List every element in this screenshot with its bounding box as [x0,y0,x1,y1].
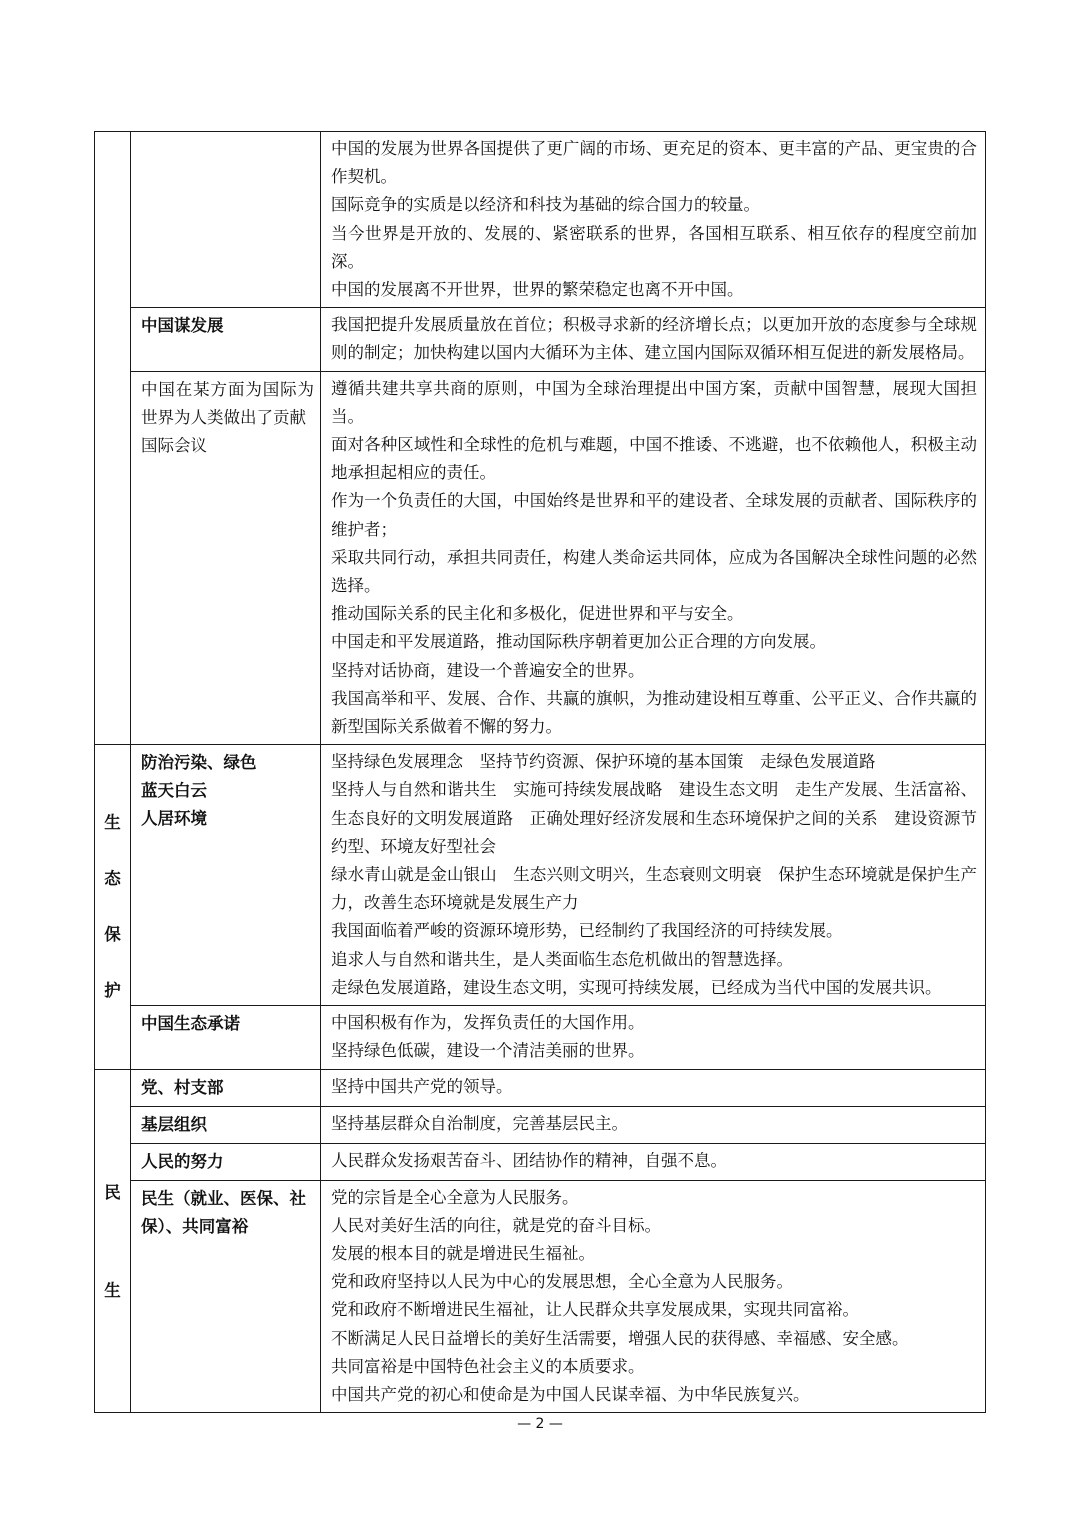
topic-label: 中国生态承诺 [141,1014,240,1034]
content-cell [321,371,986,745]
topic-cell [131,745,321,1006]
table-row [95,371,986,745]
content-paragraph: 绿水青山就是金山银山 生态兴则文明兴，生态衰则文明衰 保护生态环境就是保护生产力，改善生态环境就是发展生产力 [331,865,977,913]
content-paragraph: 当今世界是开放的、发展的、紧密联系的世界，各国相互联系、相互依存的程度空前加深。 [331,223,977,271]
topic-cell [131,1143,321,1180]
content-paragraph: 追求人与自然和谐共生，是人类面临生态危机做出的智慧选择。 [331,949,793,969]
content-paragraph: 不断满足人民日益增长的美好生活需要，增强人民的获得感、幸福感、安全感。 [331,1328,909,1348]
topic-label: 蓝天白云 [141,781,207,801]
content-paragraph: 坚持中国共产党的领导。 [331,1076,513,1096]
topic-label: 人居环境 [141,809,207,829]
content-paragraph: 中国积极有作为，发挥负责任的大国作用。 [331,1013,645,1033]
table-row [95,1106,986,1143]
category-char: 民 [104,1182,121,1202]
category-char: 护 [104,980,121,1000]
content-paragraph: 党的宗旨是全心全意为人民服务。 [331,1187,579,1207]
topic-cell [131,132,321,308]
content-paragraph: 党和政府坚持以人民为中心的发展思想，全心全意为人民服务。 [331,1272,793,1292]
content-paragraph: 我国面临着严峻的资源环境形势，已经制约了我国经济的可持续发展。 [331,921,843,941]
content-paragraph: 人民对美好生活的向往，就是党的奋斗目标。 [331,1215,661,1235]
content-paragraph: 坚持人与自然和谐共生 实施可持续发展战略 建设生态文明 走生产发展、生活富裕、生态良好的文明发展道路 正确处理好经济发展和生态环境保护之间的关系 建设资源节约型、环境友好型社会 [331,780,977,856]
topic-cell [131,1006,321,1069]
content-cell [321,308,986,371]
category-label [95,1177,130,1305]
content-paragraph: 坚持对话协商，建设一个普遍安全的世界。 [331,660,645,680]
content-paragraph: 国际竞争的实质是以经济和科技为基础的综合国力的较量。 [331,195,760,215]
category-cell [95,745,131,1069]
content-paragraph: 党和政府不断增进民生福祉，让人民群众共享发展成果，实现共同富裕。 [331,1300,859,1320]
topic-label: 基层组织 [141,1114,207,1134]
topic-label: 国际会议 [141,435,207,455]
content-paragraph: 遵循共建共享共商的原则，中国为全球治理提出中国方案，贡献中国智慧，展现大国担当。 [331,378,977,426]
content-cell [321,1069,986,1106]
content-paragraph: 中国共产党的初心和使命是为中国人民谋幸福、为中华民族复兴。 [331,1384,810,1404]
content-cell [321,132,986,308]
content-cell [321,1006,986,1069]
category-char: 生 [104,1280,121,1300]
content-paragraph: 人民群众发扬艰苦奋斗、团结协作的精神，自强不息。 [331,1150,727,1170]
topic-cell [131,1106,321,1143]
category-char: 生 [104,812,121,832]
topic-label: 中国谋发展 [141,316,224,336]
topic-label: 人民的努力 [141,1151,224,1171]
content-cell [321,1180,986,1413]
content-paragraph: 作为一个负责任的大国，中国始终是世界和平的建设者、全球发展的贡献者、国际秩序的维护者； [331,491,977,539]
topic-label: 民生（就业、医保、社保）、共同富裕 [141,1188,306,1236]
table-row [95,1180,986,1413]
table-row [95,1006,986,1069]
topic-cell [131,1069,321,1106]
content-paragraph: 推动国际关系的民主化和多极化，促进世界和平与安全。 [331,604,744,624]
content-paragraph: 采取共同行动，承担共同责任，构建人类命运共同体，应成为各国解决全球性问题的必然选择。 [331,547,977,596]
topic-cell [131,371,321,745]
table-row [95,1069,986,1106]
outline-table-body [95,132,986,1413]
table-row [95,745,986,1006]
content-paragraph: 共同富裕是中国特色社会主义的本质要求。 [331,1356,645,1376]
topic-cell [131,308,321,371]
topic-label: 党、村支部 [141,1077,224,1097]
content-paragraph: 走绿色发展道路，建设生态文明，实现可持续发展，已经成为当代中国的发展共识。 [331,977,942,997]
topic-label: 防治污染、绿色 [141,753,257,773]
page-number: — 2 — [517,1416,563,1432]
content-paragraph: 坚持基层群众自治制度，完善基层民主。 [331,1113,628,1133]
category-cell [95,132,131,745]
table-row [95,308,986,371]
content-paragraph: 坚持绿色发展理念 坚持节约资源、保护环境的基本国策 走绿色发展道路 [331,752,876,772]
table-row [95,132,986,308]
content-paragraph: 我国高举和平、发展、合作、共赢的旗帜，为推动建设相互尊重、公平正义、合作共赢的新型国际关系做着不懈的努力。 [331,688,977,737]
category-char: 保 [104,924,121,944]
content-paragraph: 中国的发展离不开世界，世界的繁荣稳定也离不开中国。 [331,280,744,300]
content-cell [321,1143,986,1180]
content-paragraph: 坚持绿色低碳，建设一个清洁美丽的世界。 [331,1041,645,1061]
content-paragraph: 面对各种区域性和全球性的危机与难题，中国不推诿、不逃避，也不依赖他人，积极主动地承担起相应的责任。 [331,435,977,483]
review-outline-table [94,131,986,1413]
content-paragraph: 中国走和平发展道路，推动国际秩序朝着更加公正合理的方向发展。 [331,632,826,652]
category-cell [95,1069,131,1413]
category-char: 态 [104,868,121,888]
content-paragraph: 我国把提升发展质量放在首位；积极寻求新的经济增长点；以更加开放的态度参与全球规则的制定；加快构建以国内大循环为主体、建立国内国际双循环相互促进的新发展格局。 [331,315,977,363]
content-paragraph: 发展的根本目的就是增进民生福祉。 [331,1243,595,1263]
content-cell [321,745,986,1006]
content-paragraph: 中国的发展为世界各国提供了更广阔的市场、更充足的资本、更丰富的产品、更宝贵的合作契机。 [331,139,977,187]
topic-label: 中国在某方面为国际为世界为人类做出了贡献 [141,379,314,427]
content-cell [321,1106,986,1143]
table-row [95,1143,986,1180]
category-label [95,795,130,1019]
topic-cell [131,1180,321,1413]
